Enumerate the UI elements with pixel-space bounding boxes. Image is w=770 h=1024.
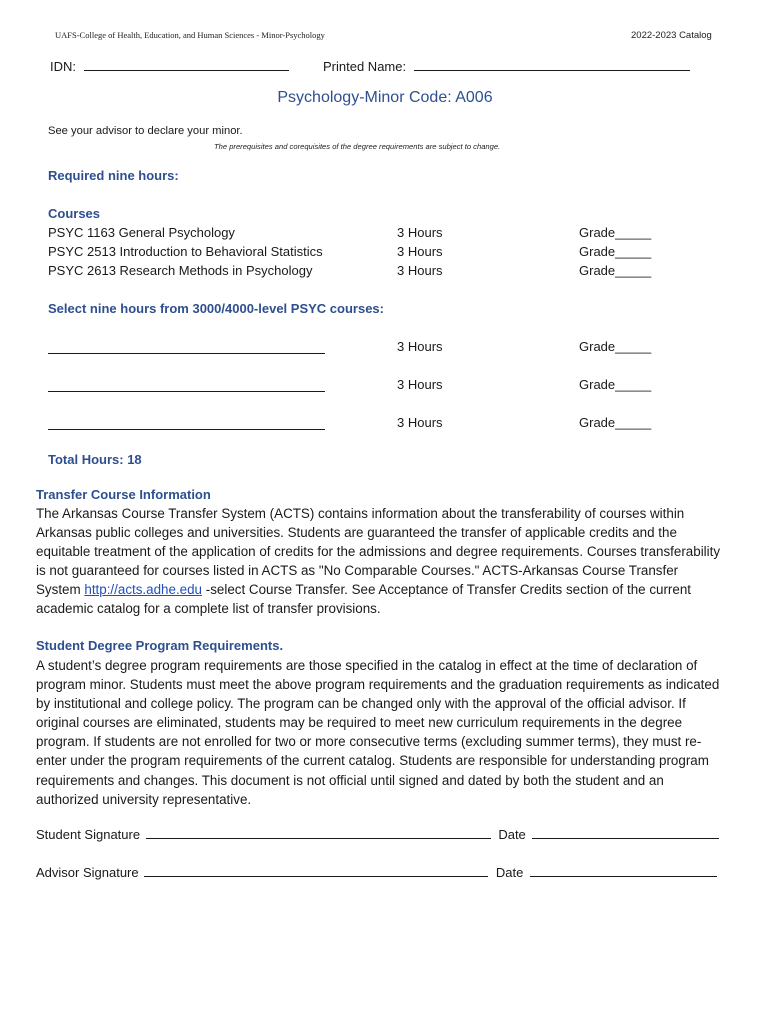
advisor-note: See your advisor to declare your minor.	[48, 125, 243, 137]
elective-grade[interactable]: Grade_____	[579, 339, 652, 354]
transfer-paragraph	[36, 504, 726, 619]
elective-hours: 3 Hours	[397, 415, 443, 430]
elective-heading: Select nine hours from 3000/4000-level PSYC courses:	[48, 301, 384, 316]
total-hours: Total Hours: 18	[48, 452, 142, 467]
course-hours: 3 Hours	[397, 244, 443, 259]
course-grade[interactable]: Grade_____	[579, 263, 652, 278]
header-college-line: UAFS-College of Health, Education, and Human Sciences - Minor-Psychology	[55, 30, 325, 40]
requirements-heading: Student Degree Program Requirements.	[36, 638, 284, 653]
course-name: PSYC 2513 Introduction to Behavioral Statistics	[48, 244, 323, 259]
page-title: Psychology-Minor Code: A006	[277, 89, 493, 106]
header-catalog-year: 2022-2023 Catalog	[631, 30, 712, 41]
elective-hours: 3 Hours	[397, 377, 443, 392]
courses-heading: Courses	[48, 206, 101, 221]
student-signature-label: Student Signature	[36, 827, 141, 842]
elective-course-line[interactable]	[48, 378, 325, 392]
advisor-date-line[interactable]	[530, 876, 717, 877]
transfer-heading: Transfer Course Information	[36, 487, 211, 502]
requirements-paragraph: A student’s degree program requirements are those specified in the catalog in effect at the time of declaration of program minor. Students must meet the above program requirements and the graduation requirements as indicated by institutional and college policy. The program can be changed only with the approval of the official advisor. If original courses are eliminated, students may be required to meet new curriculum requirements in the degree program. If students are not enrolled for two or more consecutive terms (excluding summer terms), they must re-enter under the program requirements of the current catalog. Students are responsible for understanding program requirements and changes. This document is not official until signed and dated by both the student and an authorized university representative.	[36, 658, 720, 807]
elective-course-line[interactable]	[48, 416, 325, 430]
printed-name-label: Printed Name:	[323, 59, 407, 74]
idn-field[interactable]	[50, 59, 289, 74]
course-name: PSYC 2613 Research Methods in Psychology	[48, 263, 313, 278]
acts-link[interactable]: http://acts.adhe.edu	[84, 582, 203, 598]
elective-grade[interactable]: Grade_____	[579, 415, 652, 430]
idn-input-line[interactable]	[84, 70, 289, 71]
course-grade[interactable]: Grade_____	[579, 225, 652, 240]
course-grade[interactable]: Grade_____	[579, 244, 652, 259]
printed-name-field[interactable]	[323, 59, 690, 74]
printed-name-input-line[interactable]	[414, 70, 690, 71]
course-hours: 3 Hours	[397, 225, 443, 240]
advisor-signature-label: Advisor Signature	[36, 865, 139, 880]
idn-label: IDN:	[50, 59, 76, 74]
elective-course-line[interactable]	[48, 340, 325, 354]
elective-grade[interactable]: Grade_____	[579, 377, 652, 392]
student-signature-row	[36, 827, 719, 842]
student-signature-line[interactable]	[146, 838, 491, 839]
advisor-signature-row	[36, 865, 717, 880]
course-name: PSYC 1163 General Psychology	[48, 225, 235, 240]
advisor-date-label: Date	[495, 865, 524, 880]
elective-hours: 3 Hours	[397, 339, 443, 354]
student-date-label: Date	[498, 827, 526, 842]
course-hours: 3 Hours	[397, 263, 443, 278]
transfer-text-start: The Arkansas Course Transfer System (ACTS) contains information about the transferability of courses within Arkansas public colleges and universities. Students are guaranteed the transfer of applicable credits and the equitable treatment of the application of credits for the admissions and degree requirements. Courses transferability is not guaranteed for courses listed in ACTS as "No Comparable Courses." ACTS-Arkansas Course Transfer System	[36, 506, 721, 598]
prerequisite-note: The prerequisites and corequisites of the degree requirements are subject to change.	[214, 142, 501, 151]
student-date-line[interactable]	[532, 838, 719, 839]
advisor-signature-line[interactable]	[144, 876, 488, 877]
required-hours-heading: Required nine hours:	[48, 168, 179, 183]
transfer-text-end: -select Course Transfer. See Acceptance of Transfer Credits section of the current academic catalog for a complete list of transfer provisions.	[36, 582, 692, 617]
